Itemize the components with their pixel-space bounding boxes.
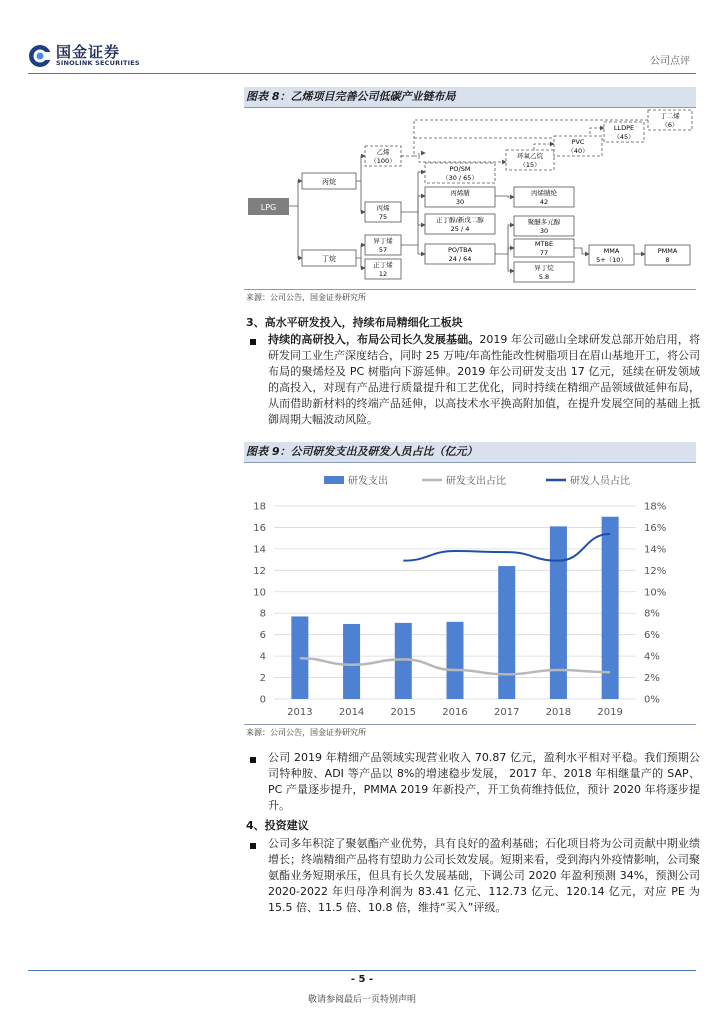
node-polyether-value: 30 [539, 227, 549, 235]
investment-paragraph: 公司多年积淀了聚氨酯产业优势，具有良好的盈利基础；石化项目将为公司贡献中期业绩增长；终端精细产品将有望助力公司长效发展。短期来看，受到海内外疫情影响，公司聚氨酯业务短期承压，但具有长久发展基础，下调公司 2020 年盈利预测 34%，预测公司 2020-2022 年归母净利润为 83.41 亿元、112.73 亿元、120.14 亿元，对应 PE 为 15.5 倍、11.5 倍、10.8 倍，维持“买入”评级。 [268, 837, 700, 914]
brand-logo-icon [28, 44, 52, 68]
node-lldpe: LLDPE [613, 124, 635, 132]
bar [395, 623, 412, 699]
node-propane: 丙烷 [322, 178, 336, 186]
node-potba: PO/TBA [447, 246, 473, 254]
node-acrylic-fiber-value: 42 [539, 198, 549, 206]
y-tick-label: 8 [259, 608, 266, 620]
node-pmma-value: 8 [665, 256, 670, 264]
node-normal-butene: 正丁烯 [373, 261, 393, 269]
bar [498, 566, 515, 699]
bullet-icon [250, 843, 256, 849]
node-butane: 丁烷 [322, 255, 336, 263]
node-mma-value: 5+（10） [596, 256, 627, 264]
page-number: - 5 - [350, 974, 374, 985]
section-3-body: 2019 年公司磁山全球研发总部开始启用，将研发同工业生产深度结合，同时 25 万吨/年高性能改性树脂项目在眉山基地开工，将公司布局的聚烯烃及 PC 树脂向下游延伸。2019 年公司研发支出 17 亿元，延续在研发领域的高投入，对现有产品进行质量提升和工艺优化，同时持续在精细产品领域做延伸布局，从而借助新材料的终端产品延伸，以高技术水平换高附加值，在提升发展空间的基础上抵御周期大幅波动风险。 [268, 333, 700, 426]
node-polyether: 聚醚多元醇 [527, 218, 561, 226]
legend-label: 研发人员占比 [570, 476, 630, 487]
x-tick-label: 2014 [338, 707, 365, 718]
industry-chain-diagram [244, 108, 696, 290]
node-pvc: PVC [571, 138, 585, 146]
figure-9-rule [244, 462, 696, 463]
node-eo-value: （15） [519, 161, 541, 169]
node-isobutane-value: 5.8 [538, 273, 550, 281]
y2-tick-label: 16% [644, 522, 667, 534]
figure-9-bottom-rule [244, 724, 696, 725]
y-tick-label: 14 [253, 544, 266, 556]
y-tick-label: 6 [259, 630, 266, 642]
y-tick-label: 18 [253, 501, 266, 513]
node-propylene: 丙烯 [376, 204, 390, 212]
node-butadiene-value: （6） [661, 121, 679, 129]
rd-chart [244, 464, 696, 722]
node-acrylonitrile: 丙烯腈 [450, 189, 470, 197]
x-tick-label: 2017 [493, 707, 520, 718]
figure-8-source: 来源：公司公告，国金证券研究所 [246, 293, 366, 302]
bar [343, 624, 360, 699]
report-type: 公司点评 [650, 56, 690, 67]
bar [550, 526, 567, 699]
figure-8-bottom-rule [244, 289, 696, 290]
y-tick-label: 4 [259, 651, 266, 663]
series-line [403, 534, 610, 561]
node-normal-butene-value: 12 [378, 270, 388, 278]
bar [447, 622, 464, 699]
node-mma: MMA [603, 247, 620, 255]
node-isobutane: 异丁烷 [534, 264, 554, 272]
node-lldpe-value: （45） [613, 133, 635, 141]
node-potba-value: 24 / 64 [448, 255, 472, 263]
node-butadiene: 丁二烯 [660, 112, 680, 120]
node-pvc-value: （40） [567, 147, 589, 155]
x-tick-label: 2018 [545, 707, 572, 718]
section-3-paragraph [268, 332, 700, 428]
disclaimer-note: 敬请参阅最后一页特别声明 [307, 995, 416, 1005]
y2-tick-label: 0% [644, 694, 660, 706]
brand-name: 国金证券 [56, 43, 121, 61]
node-butanol-npg: 正丁醇/新戊二醇 [436, 216, 484, 224]
node-isobutylene-value: 57 [378, 246, 388, 254]
node-posm-value: （30 / 65） [442, 174, 478, 182]
node-posm: PO/SM [449, 165, 471, 173]
y-tick-label: 16 [253, 522, 266, 534]
section-3-lead: 持续的高研投入，布局公司长久发展基础。 [268, 333, 480, 346]
x-tick-label: 2016 [442, 707, 468, 718]
fine-chem-paragraph: 公司 2019 年精细产品领域实现营业收入 70.87 亿元，盈利水平相对平稳。我们预期公司特种胺、ADI 等产品以 8%的增速稳步发展， 2017 年、2018 年相继量产的 SAP、PC 产量逐步提升，PMMA 2019 年新投产，开工负荷维持低位，预计 2020 年将逐步提升。 [268, 751, 700, 812]
brand-name-en: SINOLINK SECURITIES [56, 59, 140, 67]
node-lpg: LPG [260, 203, 277, 212]
node-acrylonitrile-value: 30 [455, 198, 465, 206]
y-tick-label: 2 [259, 673, 266, 685]
y2-tick-label: 6% [644, 630, 660, 642]
y2-tick-label: 18% [644, 501, 667, 513]
x-tick-label: 2015 [390, 707, 417, 718]
footer-divider [28, 970, 696, 971]
y2-tick-label: 4% [644, 651, 660, 663]
node-eo: 环氧乙烷 [517, 152, 543, 160]
legend-label: 研发支出占比 [446, 476, 506, 487]
bullet-icon [250, 757, 256, 763]
legend-swatch [324, 476, 344, 484]
y2-tick-label: 2% [644, 673, 660, 685]
node-isobutylene: 异丁烯 [373, 237, 393, 245]
y-tick-label: 12 [253, 565, 266, 577]
y-tick-label: 0 [259, 694, 266, 706]
node-butanol-npg-value: 25 / 4 [450, 225, 470, 233]
y2-tick-label: 8% [644, 608, 660, 620]
figure-9-title: 图表 9：公司研发支出及研发人员占比（亿元） [244, 442, 696, 462]
node-ethylene: 乙烯 [376, 148, 390, 156]
y-tick-label: 10 [253, 587, 266, 599]
y2-tick-label: 12% [644, 565, 667, 577]
section-4-title: 4、投资建议 [246, 819, 309, 832]
node-mtbe: MTBE [534, 240, 554, 248]
section-3-title: 3、高水平研发投入，持续布局精细化工板块 [246, 316, 463, 329]
figure-8-title: 图表 8：乙烯项目完善公司低碳产业链布局 [244, 87, 696, 107]
bullet-icon [250, 339, 256, 345]
node-pmma: PMMA [657, 247, 678, 255]
node-ethylene-value: （100） [370, 157, 396, 165]
x-tick-label: 2013 [287, 707, 313, 718]
node-propylene-value: 75 [378, 213, 388, 221]
node-mtbe-value: 77 [539, 249, 549, 257]
figure-9-source: 来源：公司公告，国金证券研究所 [246, 728, 366, 737]
y2-tick-label: 10% [644, 587, 667, 599]
legend-label: 研发支出 [348, 476, 388, 487]
header-divider [28, 73, 696, 74]
x-tick-label: 2019 [597, 707, 623, 718]
node-acrylic-fiber: 丙烯腈纶 [531, 189, 557, 197]
y2-tick-label: 14% [644, 544, 667, 556]
